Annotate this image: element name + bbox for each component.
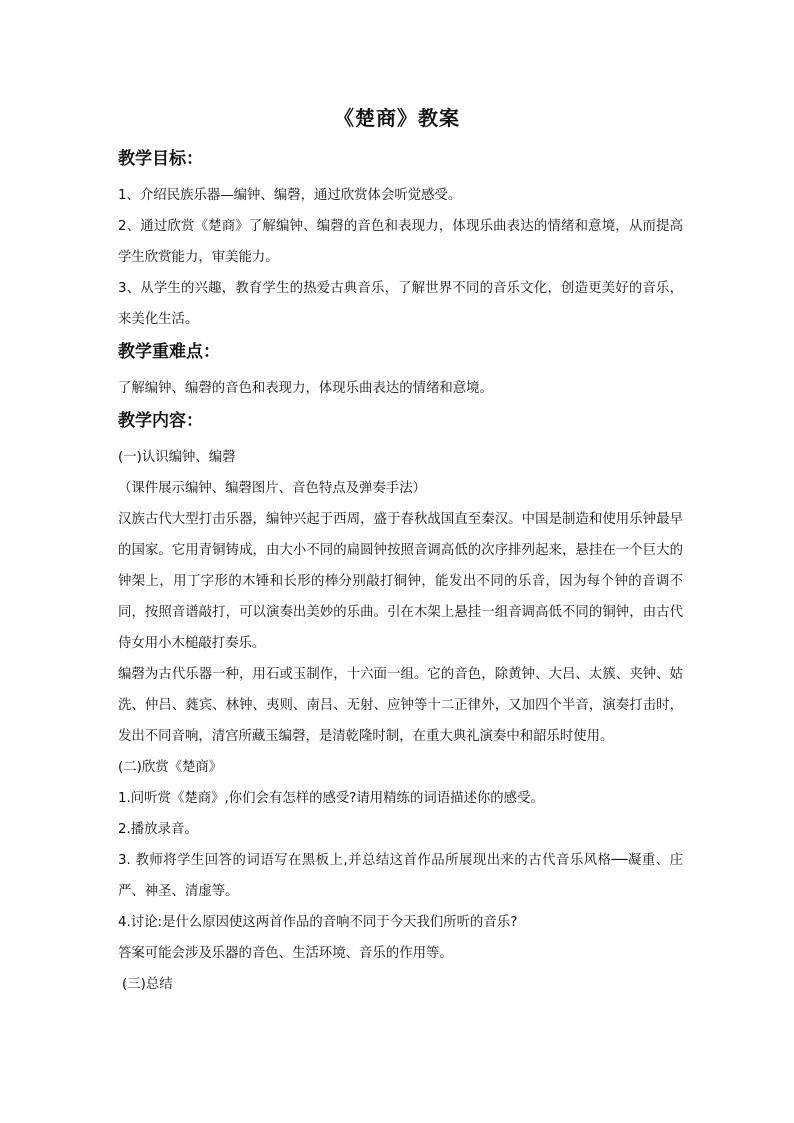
objective-item-1: 1、介绍民族乐器—编钟、编磬，通过欣赏体会听觉感受。 bbox=[118, 188, 462, 203]
step-3: 3. 教师将学生回答的词语写在黑板上,并总结这首作品所展现出来的古代音乐风格──凝重、庄严、神圣、清虚等。 bbox=[118, 853, 683, 899]
step-2: 2.播放录音。 bbox=[118, 822, 198, 837]
objectives-heading: 教学目标： bbox=[118, 149, 203, 169]
part3-title: (三)总结 bbox=[122, 977, 173, 992]
document-body bbox=[118, 146, 683, 1000]
key-points-text: 了解编钟、编磬的音色和表现力，体现乐曲表达的情绪和意境。 bbox=[118, 381, 493, 396]
objective-item-3: 3、从学生的兴趣，教育学生的热爱古典音乐，了解世界不同的音乐文化，创造更美好的音乐，来美化生活。 bbox=[118, 281, 683, 327]
key-points-heading: 教学重难点： bbox=[118, 342, 220, 362]
objective-item-2: 2、通过欣赏《楚商》了解编钟、编磬的音色和表现力，体现乐曲表达的情绪和意境，从而提高学生欣赏能力，审美能力。 bbox=[118, 219, 683, 265]
bianzhong-paragraph: 汉族古代大型打击乐器，编钟兴起于西周，盛于春秋战国直至秦汉。中国是制造和使用乐钟最早的国家。它用青铜铸成，由大小不同的扁圆钟按照音调高低的次序排列起来，悬挂在一个巨大的钟架上，用丁字形的木锤和长形的棒分别敲打铜钟，能发出不同的乐音，因为每个钟的音调不同，按照音谱敲打，可以演奏出美妙的乐曲。引在木架上悬挂一组音调高低不同的铜钟，由古代侍女用小木槌敲打奏乐。 bbox=[118, 512, 683, 651]
step-1: 1.问听赏《楚商》,你们会有怎样的感受?请用精练的词语描述你的感受。 bbox=[118, 791, 544, 806]
answer-text: 答案可能会涉及乐器的音色、生活环境、音乐的作用等。 bbox=[118, 946, 453, 961]
content-heading: 教学内容： bbox=[118, 411, 203, 431]
page-title: 《楚商》教案 bbox=[334, 106, 460, 130]
bianqing-paragraph: 编磬为古代乐器一种，用石或玉制作，十六面一组。它的音色，除黄钟、大吕、太簇、夹钟、姑洗、仲吕、蕤宾、林钟、夷则、南吕、无射、应钟等十二正律外，又加四个半音，演奏打击时，发出不同音响，清宫所藏玉编磬，是清乾隆时制，在重大典礼演奏中和韶乐时使用。 bbox=[118, 667, 683, 744]
part2-title: (二)欣赏《楚商》 bbox=[118, 760, 223, 775]
part1-title: (一)认识编钟、编磬 bbox=[118, 450, 236, 465]
part1-note: （课件展示编钟、编磬图片、音色特点及弹奏手法） bbox=[118, 481, 426, 496]
step-4: 4.讨论:是什么原因使这两首作品的音响不同于今天我们所听的音乐? bbox=[118, 915, 518, 930]
